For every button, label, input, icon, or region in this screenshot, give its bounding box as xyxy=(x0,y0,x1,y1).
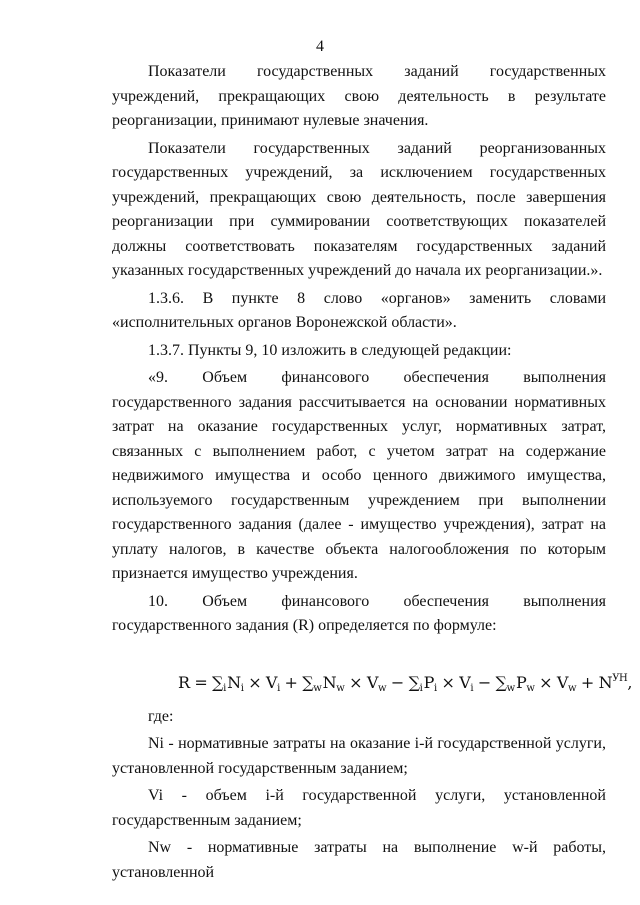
formula-n: N xyxy=(322,672,337,692)
formula-v: V xyxy=(459,672,471,692)
formula-plus: + xyxy=(576,672,599,692)
definition-vi: Vi - объем i-й государственной услуги, установленной государственным заданием; xyxy=(112,787,606,829)
formula-plus: + xyxy=(279,672,303,692)
formula-minus: − xyxy=(386,672,409,692)
formula-n: N xyxy=(227,672,241,692)
formula-v: V xyxy=(366,672,378,692)
formula-p: P xyxy=(515,672,527,692)
page-number: 4 xyxy=(316,38,324,55)
where-label: где: xyxy=(148,707,174,725)
formula-times: × xyxy=(344,672,367,692)
definition-nw: Nw - нормативные затраты на выполнение w-й работы, установленной xyxy=(112,839,606,881)
formula-sum: ∑ xyxy=(302,672,314,692)
formula-sub-w: w xyxy=(526,682,535,694)
formula-lhs: R xyxy=(178,672,190,692)
formula-n: N xyxy=(598,672,613,692)
formula-sub-w: w xyxy=(336,682,345,694)
formula-minus: − xyxy=(473,672,496,692)
paragraph-reorganization-zero: Показатели государственных заданий государственных учреждений, прекращающих свою деятельность в результате реорганизации, принимают нулевые значения. xyxy=(112,63,606,129)
formula-trailing-comma: , xyxy=(627,672,633,692)
paragraph-item-1-3-6: 1.3.6. В пункте 8 слово «органов» заменить словами «исполнительных органов Воронежской области». xyxy=(112,289,606,331)
formula-sub-w: w xyxy=(378,682,387,694)
formula-sup-uh: УН xyxy=(612,672,628,684)
formula-sub-i: i xyxy=(240,682,244,694)
formula-sub-w: w xyxy=(568,682,577,694)
formula-v: V xyxy=(265,672,278,692)
formula-sub-i: i xyxy=(223,682,226,694)
formula-sub-i: i xyxy=(419,682,423,694)
formula-times: × xyxy=(436,672,460,692)
formula-eq: = xyxy=(189,672,213,692)
formula-sum: ∑ xyxy=(212,672,224,692)
formula-times: × xyxy=(534,672,557,692)
formula-times: × xyxy=(243,672,266,692)
formula-p: P xyxy=(423,672,434,692)
formula-sub-w: w xyxy=(313,682,322,694)
formula-sub-i: i xyxy=(470,682,474,694)
formula-v: V xyxy=(556,672,569,692)
financing-formula xyxy=(112,672,633,699)
paragraph-point-10: 10. Объем финансового обеспечения выполнения государственного задания (R) определяется по формуле: xyxy=(112,592,606,634)
paragraph-point-9: «9. Объем финансового обеспечения выполнения государственного задания рассчитывается на основании нормативных затрат на оказание государственных услуг, нормативных затрат, связанных с выполнением работ, с учетом затрат на содержание недвижимого имущества и особо ценного движимого имущества, используемого государственным учреждением при выполнении государственного задания (далее - имущество учреждения), затрат на уплату налогов, в качестве объекта налогообложения по которым признается имущество учреждения. xyxy=(112,369,606,582)
document-body xyxy=(112,60,633,885)
paragraph-reorganization-sum: Показатели государственных заданий реорганизованных государственных учреждений, за исключением государственных учреждений, прекращающих свою деятельность, после завершения реорганизации при суммировании соответствующих показателей должны соответствовать показателям государственных заданий указанных государственных учреждений до начала их реорганизации.». xyxy=(112,139,606,279)
formula-sum: ∑ xyxy=(408,672,420,692)
formula-sub-i: i xyxy=(433,682,437,694)
definition-ni: Ni - нормативные затраты на оказание i-й государственной услуги, установленной государственным заданием; xyxy=(112,735,606,777)
formula-sub-i: i xyxy=(277,682,280,694)
paragraph-item-1-3-7: 1.3.7. Пункты 9, 10 изложить в следующей редакции: xyxy=(148,341,512,359)
formula-sum: ∑ xyxy=(495,672,507,692)
formula-sub-w: w xyxy=(506,682,515,694)
